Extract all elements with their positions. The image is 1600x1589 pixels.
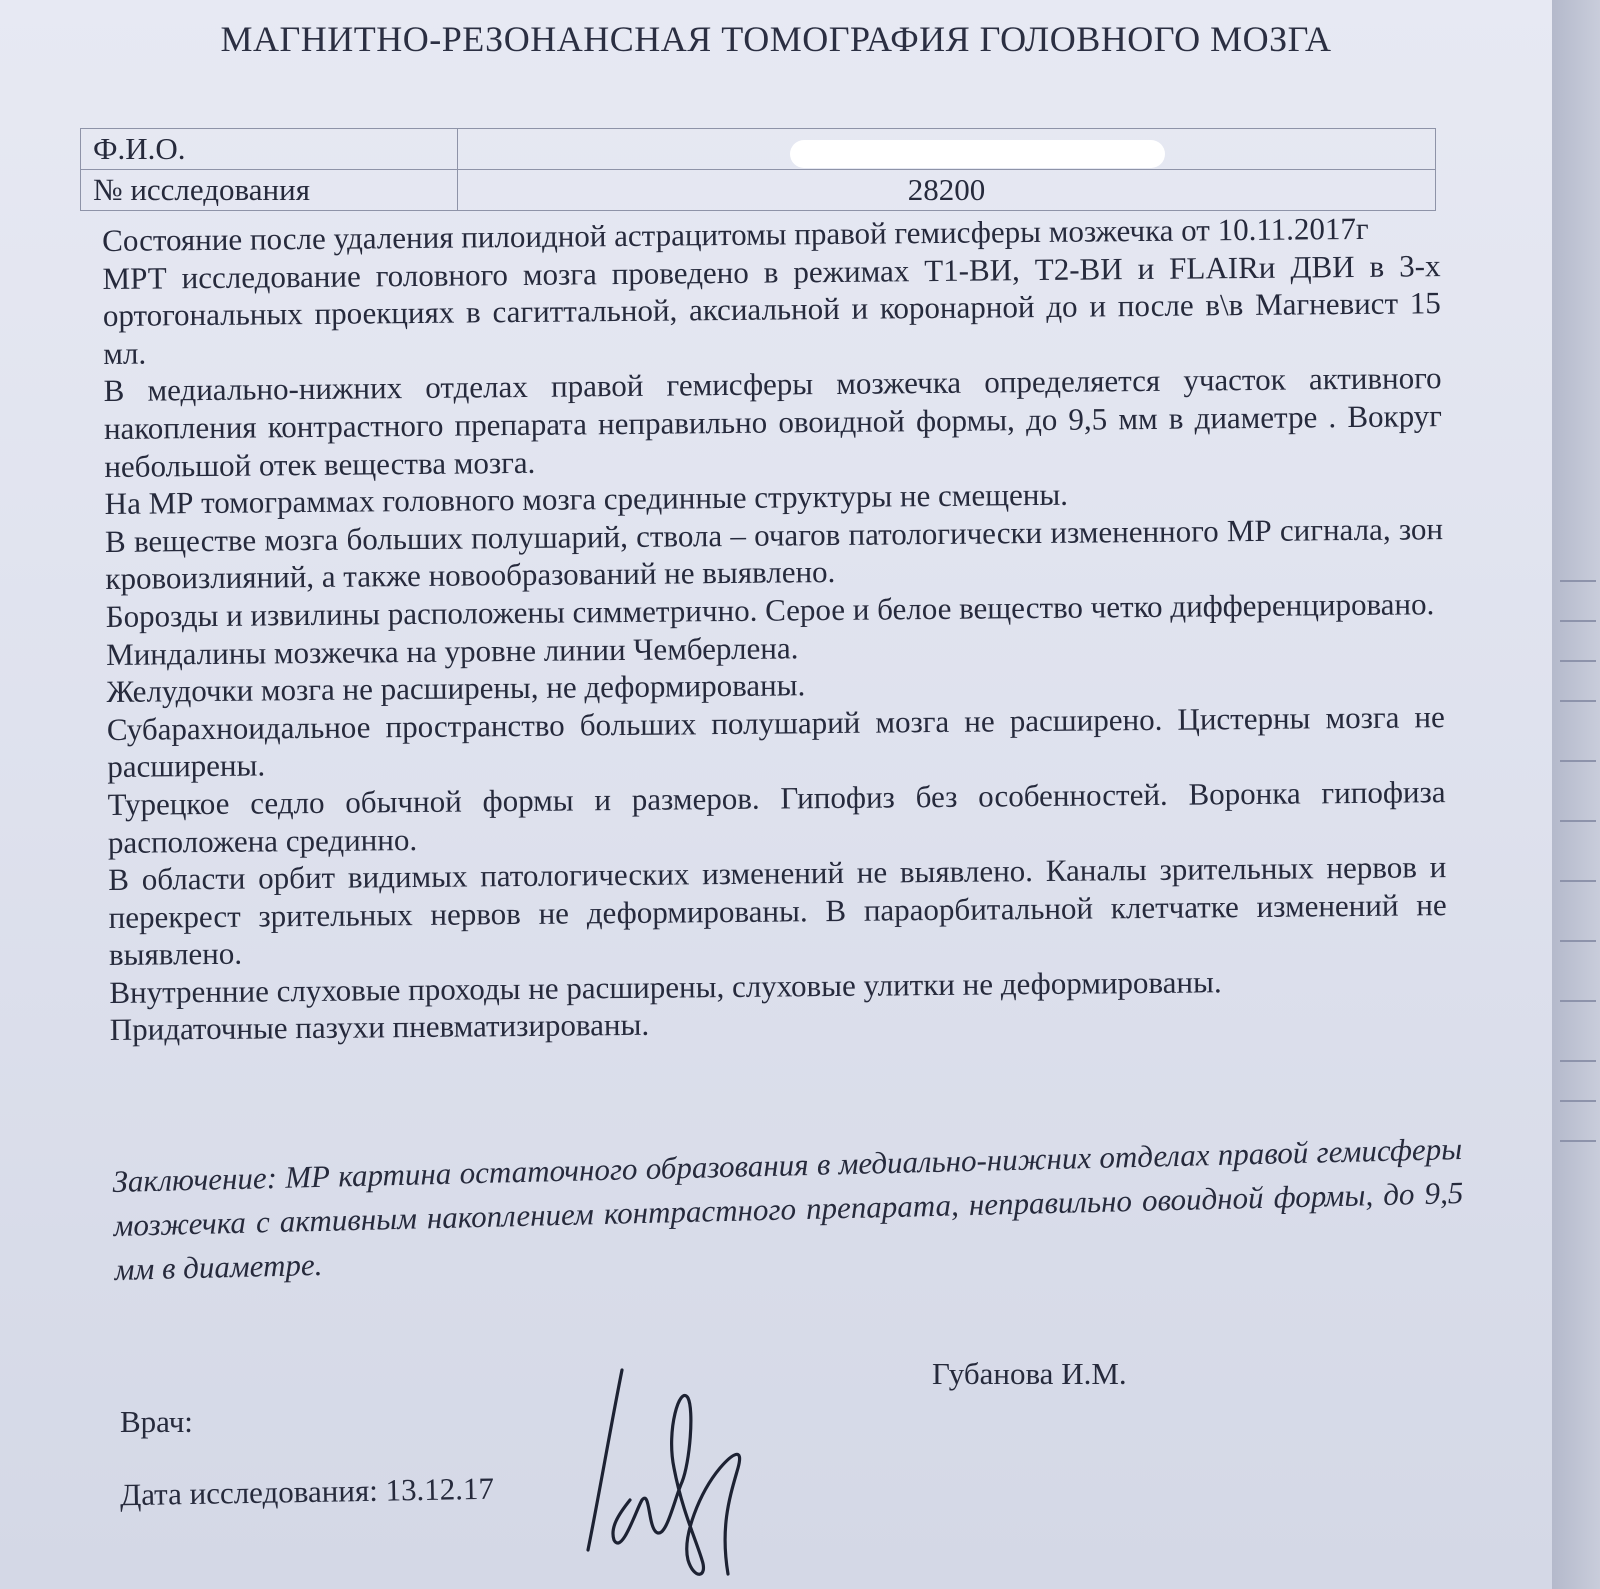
report-body [102,209,1448,1049]
report-paragraph: Субарахноидальное пространство больших полушарий мозга не расширено. Цистерны мозга не расширены. [106,698,1445,785]
study-number-label: № исследования [81,170,458,211]
study-date: Дата исследования: 13.12.17 [119,1470,495,1513]
report-paragraph: Миндалины мозжечка на уровне линии Чемберлена. [105,629,799,672]
report-paragraph: Придаточные пазухи пневматизированы. [109,1007,650,1048]
report-paragraph: МРТ исследование головного мозга проведено в режимах Т1-ВИ, Т2-ВИ и FLAIRи ДВИ в 3-х ортогональных проекциях в сагиттальной, аксиальной и коронарной до и после в\в Магневист 15 мл. [102,247,1442,371]
study-number-value: 28200 [458,170,1436,211]
patient-name-label: Ф.И.О. [81,129,458,170]
report-paragraph: Внутренние слуховые проходы не расширены, слуховые улитки не деформированы. [109,964,1222,1010]
adjacent-page-edge [1552,0,1600,1589]
patient-name-row [81,129,1436,170]
report-paragraph: На МР томограммах головного мозга срединные структуры не смещены. [104,476,1069,522]
patient-info-table [80,128,1436,211]
report-paragraph: В медиально-нижних отделах правой гемисферы мозжечка определяется участок активного накопления контрастного препарата неправильно овоидной формы, до 9,5 мм в диаметре . Вокруг небольшой отек вещества мозга. [103,360,1443,484]
signature-mark [570,1350,770,1580]
conclusion: Заключение: МР картина остаточного образования в медиально-нижних отделах правой гемисферы мозжечка с активным накоплением контрастного препарата, неправильно овоидной формы, до 9,5 мм в диаметре. [112,1131,1464,1287]
report-paragraph: В веществе мозга больших полушарий, ствола – очагов патологически измененного МР сигнала, зон кровоизлияний, а также новообразований не выявлено. [104,510,1444,597]
document-title: МАГНИТНО-РЕЗОНАНСНАЯ ТОМОГРАФИЯ ГОЛОВНОГО МОЗГА [220,19,1332,59]
report-paragraph: Борозды и извилины расположены симметрично. Серое и белое вещество четко дифференцировано. [105,586,1435,634]
report-paragraph: Турецкое седло обычной формы и размеров. Гипофиз без особенностей. Воронка гипофиза расположена срединно. [107,774,1446,860]
redaction-mark [790,140,1165,168]
study-number-row [81,170,1436,211]
doctor-name: Губанова И.М. [932,1356,1127,1391]
report-paragraph: В области орбит видимых патологических изменений не выявлено. Каналы зрительных нервов и перекрест зрительных нервов не деформированы. В параорбитальной клетчатке изменений не выявлено. [108,849,1447,973]
doctor-label: Врач: [120,1404,193,1439]
report-paragraph: Состояние после удаления пилоидной астрацитомы правой гемисферы мозжечка от 10.11.2017г [102,210,1369,258]
report-paragraph: Желудочки мозга не расширены, не деформированы. [106,667,806,710]
